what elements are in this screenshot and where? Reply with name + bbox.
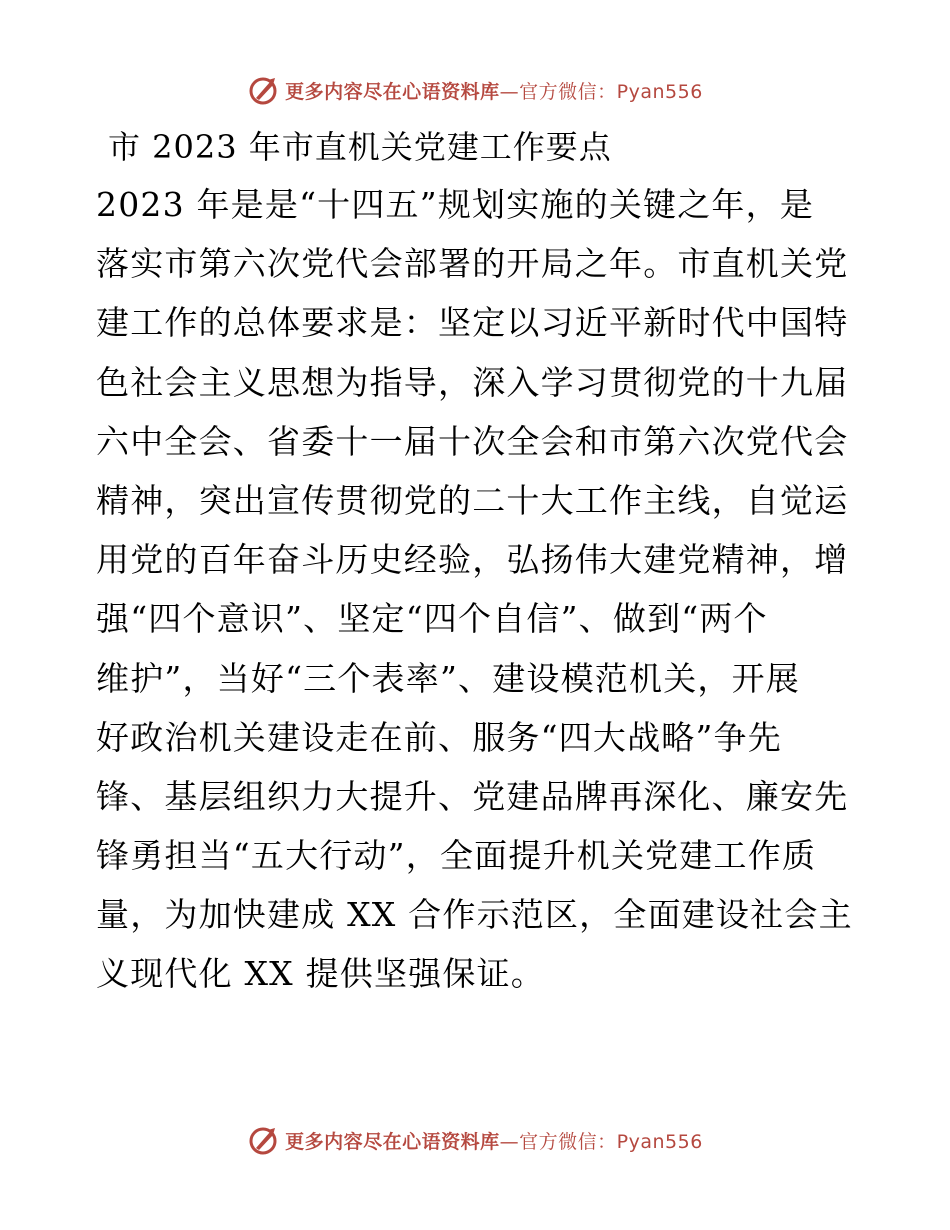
body-line: 好政治机关建设走在前、服务“四大战略”争先 — [96, 717, 782, 757]
document-title: 市 2023 年市直机关党建工作要点 — [108, 128, 612, 166]
body-line: 色社会主义思想为指导，深入学习贯彻党的十九届 — [96, 362, 849, 402]
body-line: 量，为加快建成 XX 合作示范区，全面建设社会主 — [96, 895, 853, 935]
watermark-secondary-text: 官方微信：Pyan556 — [519, 1130, 703, 1153]
quill-seal-icon — [247, 1124, 279, 1156]
body-line: 维护”，当好“三个表率”、建设模范机关，开展 — [96, 658, 801, 698]
body-line: 强“四个意识”、坚定“四个自信”、做到“两个 — [96, 599, 768, 639]
body-line: 六中全会、省委十一届十次全会和市第六次党代会 — [96, 421, 849, 461]
body-line: 精神，突出宣传贯彻党的二十大工作主线，自觉运 — [96, 480, 849, 520]
body-line: 用党的百年奋斗历史经验，弘扬伟大建党精神，增 — [96, 540, 849, 580]
body-line: 义现代化 XX 提供坚强保证。 — [96, 954, 545, 994]
watermark-text — [285, 1127, 703, 1154]
watermark-separator: — — [499, 80, 520, 103]
body-line: 建工作的总体要求是：坚定以习近平新时代中国特 — [96, 303, 849, 343]
body-line: 2023 年是是“十四五”规划实施的关键之年，是 — [96, 185, 815, 224]
watermark-main-text: 更多内容尽在心语资料库 — [285, 1130, 500, 1153]
watermark-secondary-text: 官方微信：Pyan556 — [519, 80, 703, 103]
document-body — [96, 175, 856, 1004]
watermark-separator: — — [499, 1130, 520, 1153]
body-line: 锋、基层组织力大提升、党建品牌再深化、廉安先 — [96, 776, 849, 816]
footer-watermark — [0, 1120, 950, 1160]
header-watermark — [0, 70, 950, 110]
watermark-main-text: 更多内容尽在心语资料库 — [285, 80, 500, 103]
watermark-text — [285, 77, 703, 104]
body-line: 落实市第六次党代会部署的开局之年。市直机关党 — [96, 244, 849, 284]
quill-seal-icon — [247, 74, 279, 106]
body-line: 锋勇担当“五大行动”，全面提升机关党建工作质 — [96, 836, 817, 876]
